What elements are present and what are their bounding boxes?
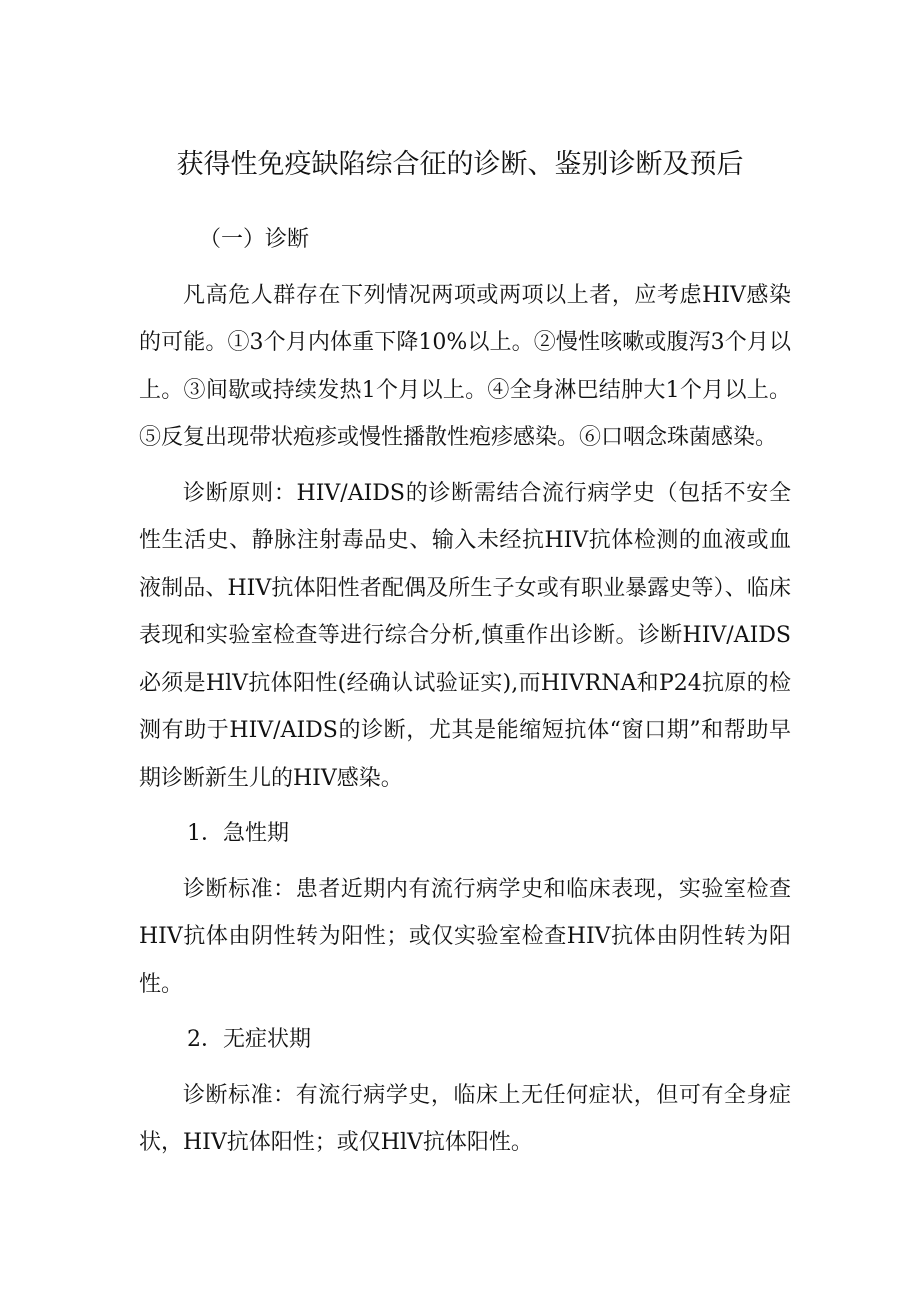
spacer (139, 264, 791, 272)
paragraph-high-risk: 凡高危人群存在下列情况两项或两项以上者，应考虑HIV感染的可能。①3个月内体重下降10%以上。②慢性咳嗽或腹泻3个月以上。③间歇或持续发热1个月以上。④全身淋巴结肿大1个月以上。⑤反复出现带状疱疹或慢性播散性疱疹感染。⑥口咽念珠菌感染。 (139, 282, 791, 450)
document-body (139, 216, 791, 1167)
paragraph-asymptomatic-criteria: 诊断标准：有流行病学史，临床上无任何症状，但可有全身症状，HIV抗体阳性；或仅HlV抗体阳性。 (139, 1082, 791, 1155)
subheading-asymptomatic-phase: 2．无症状期 (187, 1027, 311, 1052)
paragraph-diagnosis-principle: 诊断原则：HIV/AIDS的诊断需结合流行病学史（包括不安全性生活史、静脉注射毒品史、输入未经抗HIV抗体检测的血液或血液制品、HIV抗体阳性者配偶及所生子女或有职业暴露史等）、临床表现和实验室检查等进行综合分析,慎重作出诊断。诊断HIV/AIDS必须是HlV抗体阳性(经确认试验证实),而HIVRNA和P24抗原的检测有助于HIV/AIDS的诊断，尤其是能缩短抗体“窗口期”和帮助早期诊断新生儿的HIV感染。 (139, 480, 791, 791)
section-heading: （一）诊断 (199, 227, 310, 252)
spacer (139, 462, 791, 470)
subheading-acute-phase: 1．急性期 (187, 821, 289, 846)
spacer (139, 1008, 791, 1016)
spacer (139, 858, 791, 866)
spacer (139, 802, 791, 810)
document-title: 获得性免疫缺陷综合征的诊断、鉴别诊断及预后 (176, 149, 744, 180)
paragraph-acute-criteria: 诊断标准：患者近期内有流行病学史和临床表现，实验室检查HIV抗体由阴性转为阳性；或仅实验室检查HIV抗体由阴性转为阳性。 (139, 876, 791, 997)
spacer (139, 1064, 791, 1072)
